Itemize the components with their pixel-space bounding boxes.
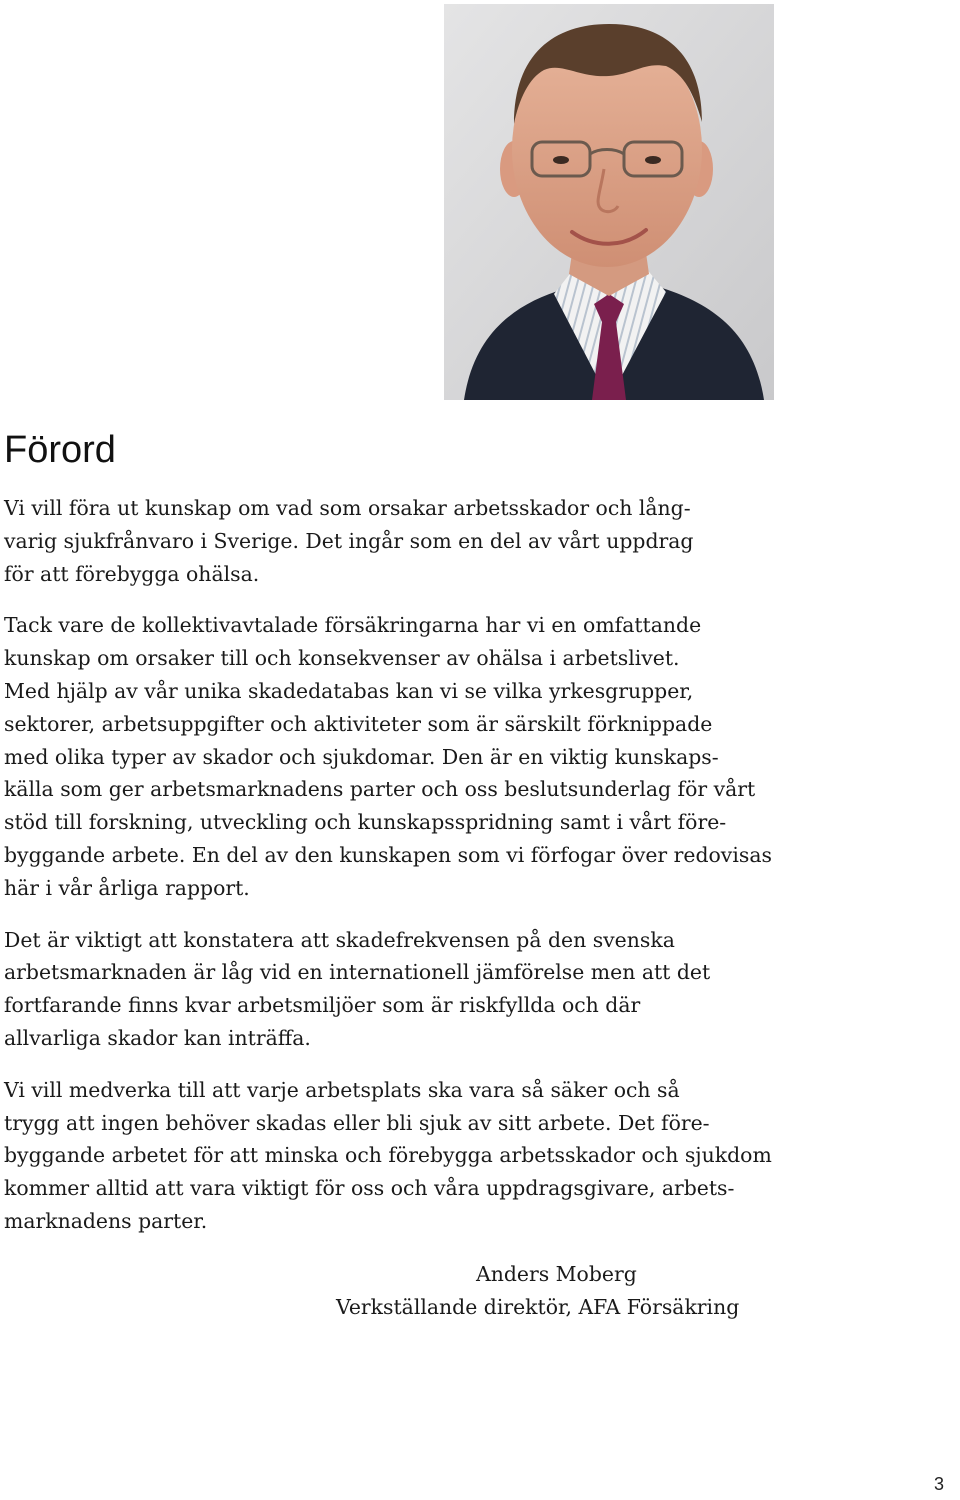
text-line: kunskap om orsaker till och konsekvenser av ohälsa i arbetslivet. bbox=[4, 646, 680, 671]
text-line: med olika typer av skador och sjukdomar. Den är en viktig kunskaps- bbox=[4, 744, 719, 769]
text-line: varig sjukfrånvaro i Sverige. Det ingår som en del av vårt uppdrag bbox=[4, 528, 694, 553]
paragraph-2 bbox=[4, 609, 804, 904]
text-line: Vi vill medverka till att varje arbetsplats ska vara så säker och så bbox=[4, 1077, 680, 1102]
body-text bbox=[4, 492, 804, 1257]
portrait-photo-icon bbox=[444, 4, 774, 400]
paragraph-3 bbox=[4, 924, 804, 1055]
paragraph-4 bbox=[4, 1074, 804, 1238]
text-line: byggande arbetet för att minska och förebygga arbetsskador och sjukdom bbox=[4, 1143, 772, 1168]
text-line: sektorer, arbetsuppgifter och aktiviteter som är särskilt förknippade bbox=[4, 711, 713, 736]
text-line: Vi vill föra ut kunskap om vad som orsakar arbetsskador och lång- bbox=[4, 496, 691, 520]
text-line: för att förebygga ohälsa. bbox=[4, 561, 260, 586]
text-line: marknadens parter. bbox=[4, 1208, 208, 1233]
text-line: stöd till forskning, utveckling och kunskapsspridning samt i vårt före- bbox=[4, 810, 727, 835]
text-line: Med hjälp av vår unika skadedatabas kan vi se vilka yrkesgrupper, bbox=[4, 678, 694, 703]
text-line: trygg att ingen behöver skadas eller bli sjuk av sitt arbete. Det före- bbox=[4, 1110, 710, 1135]
text-line: Tack vare de kollektivavtalade försäkringarna har vi en omfattande bbox=[4, 613, 702, 638]
text-line: kommer alltid att vara viktigt för oss och våra uppdragsgivare, arbets- bbox=[4, 1176, 735, 1201]
paragraph-1 bbox=[4, 492, 804, 590]
text-line: arbetsmarknaden är låg vid en internationell jämförelse men att det bbox=[4, 960, 711, 985]
text-line: byggande arbete. En del av den kunskapen som vi förfogar över redovisas bbox=[4, 842, 772, 867]
signature-title: Verkställande direktör, AFA Försäkring bbox=[336, 1295, 740, 1319]
text-line: källa som ger arbetsmarknadens parter och oss beslutsunderlag för vårt bbox=[4, 777, 756, 802]
text-line: allvarliga skador kan inträffa. bbox=[4, 1025, 311, 1050]
signature-name: Anders Moberg bbox=[476, 1262, 637, 1286]
page-number: 3 bbox=[934, 1474, 945, 1494]
text-line: Det är viktigt att konstatera att skadefrekvensen på den svenska bbox=[4, 927, 675, 952]
text-line: fortfarande finns kvar arbetsmiljöer som är riskfyllda och där bbox=[4, 993, 641, 1018]
signature-block bbox=[336, 1258, 796, 1324]
portrait-photo bbox=[444, 4, 774, 400]
text-line: här i vår årliga rapport. bbox=[4, 875, 250, 900]
page-heading: Förord bbox=[4, 429, 116, 471]
